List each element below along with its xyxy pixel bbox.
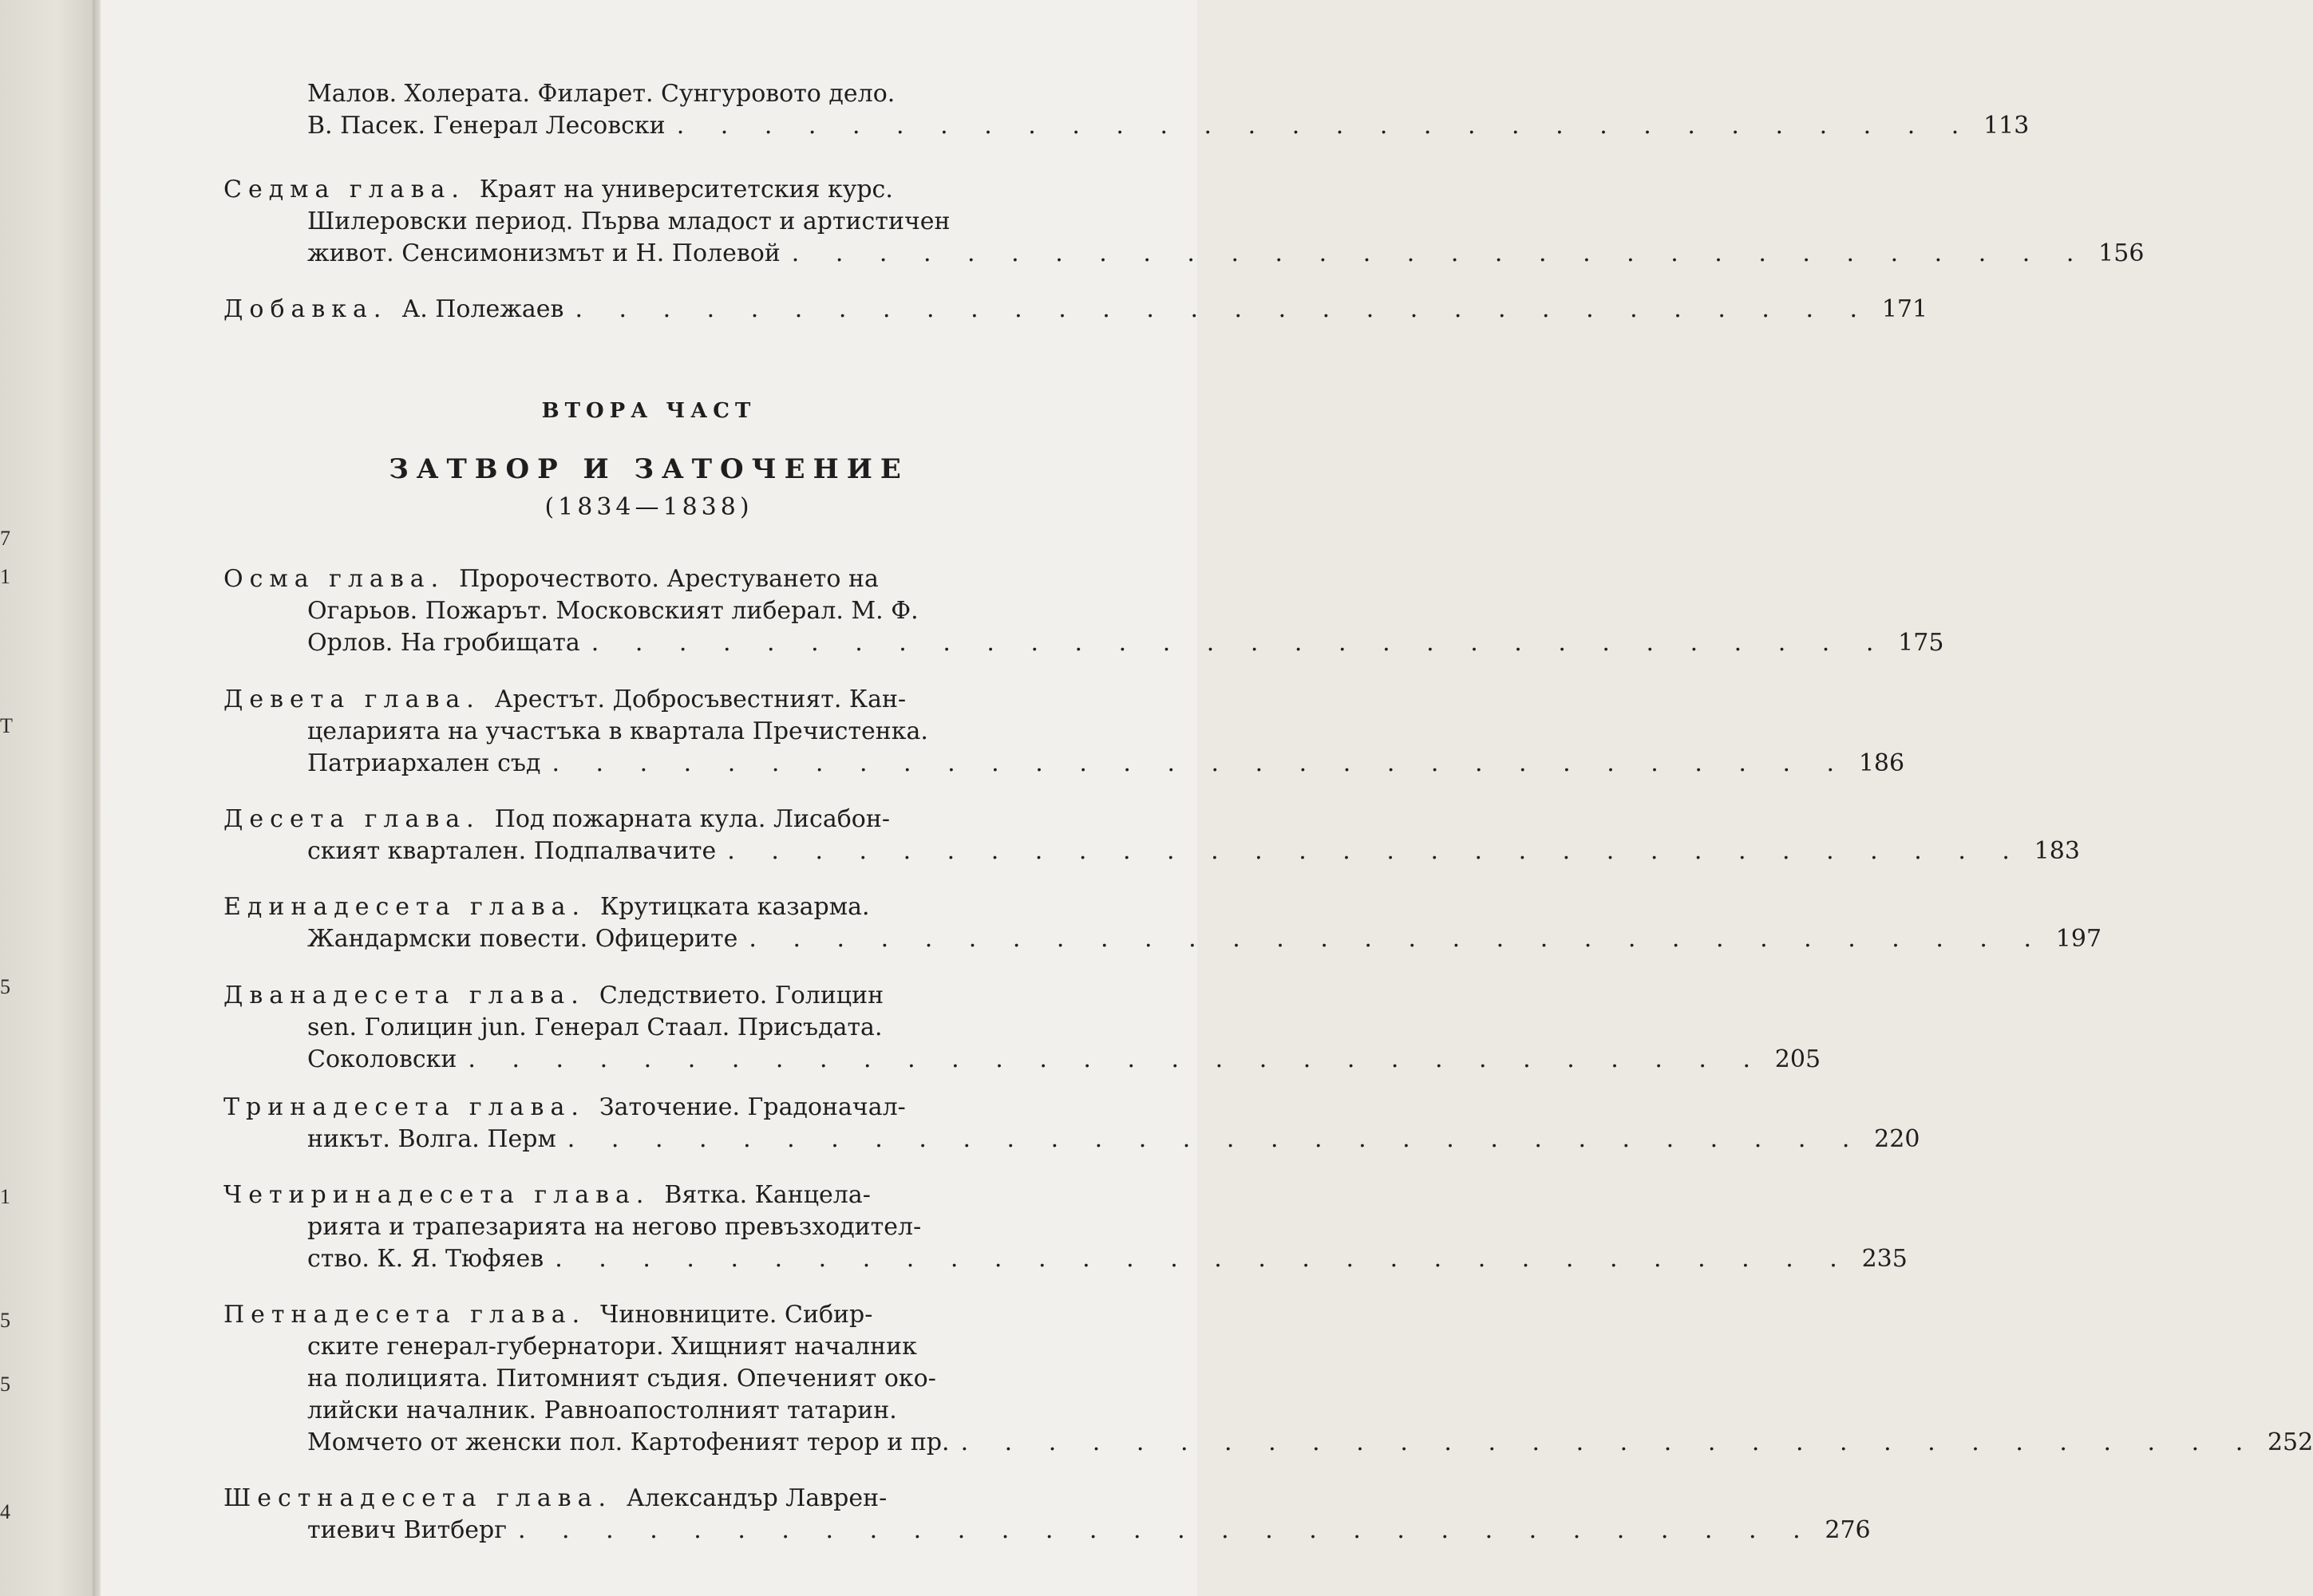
chapter-description: Орлов. На гробищата <box>307 629 580 657</box>
book-gutter <box>93 0 101 1596</box>
part-subtitle: ЗАТВОР И ЗАТОЧЕНИЕ <box>389 453 909 485</box>
toc-entry-last-line <box>223 923 2102 955</box>
chapter-heading: Седма глава. <box>223 176 465 203</box>
toc-entry-last-line <box>223 110 2030 142</box>
toc-entry-line <box>223 1299 1050 1331</box>
chapter-description: ските генерал-губернатори. Хищният началник <box>307 1333 917 1361</box>
leader-dots: . . . . . . . . . . . . . . . . . . . . . . . . . . . . . . <box>575 295 1872 323</box>
chapter-description: sen. Голицин jun. Генерал Стаал. Присъдата. <box>307 1013 883 1041</box>
leader-dots: . . . . . . . . . . . . . . . . . . . . . . . . . . . . . . <box>960 1428 2258 1456</box>
leader-dots: . . . . . . . . . . . . . . . . . . . . . . . . . . . . . . <box>727 837 2024 865</box>
toc-entry-line <box>223 1395 1050 1427</box>
toc-entry-last-line <box>223 294 1928 326</box>
chapter-description: В. Пасек. Генерал Лесовски <box>307 112 666 140</box>
chapter-heading: Шестнадесета глава. <box>223 1484 613 1512</box>
page-number: 197 <box>2055 925 2102 953</box>
toc-entry[interactable] <box>223 1092 1920 1156</box>
toc-entry[interactable] <box>223 1299 2313 1459</box>
margin-number: 4 <box>0 1500 10 1523</box>
page-number: 175 <box>1898 629 1944 657</box>
toc-entry-line <box>223 206 1050 238</box>
chapter-description: Малов. Холерата. Филарет. Сунгуровото дело. <box>307 80 896 108</box>
toc-entry-line <box>223 891 1050 923</box>
toc-entry-line <box>223 1483 1050 1515</box>
toc-entry-line <box>223 804 1050 836</box>
chapter-description: Александър Лаврен- <box>627 1484 888 1512</box>
chapter-description: Огарьов. Пожарът. Московският либерал. М. Ф. <box>307 597 919 625</box>
leader-dots: . . . . . . . . . . . . . . . . . . . . . . . . . . . . . . <box>749 925 2046 953</box>
page-number: 276 <box>1825 1516 1871 1544</box>
chapter-description: Арестът. Добросъвестният. Кан- <box>494 685 907 713</box>
toc-entry-last-line <box>223 627 1944 659</box>
toc-entry-line <box>223 1092 1050 1124</box>
chapter-description: Краят на университетския курс. <box>479 176 893 203</box>
margin-number: 7 <box>0 527 10 550</box>
chapter-description: Пророчеството. Арестуването на <box>459 565 879 593</box>
toc-entry-last-line <box>223 748 1905 780</box>
chapter-heading: Добавка. <box>223 295 388 323</box>
page-number: 235 <box>1861 1245 1908 1273</box>
toc-entry-line <box>223 595 1050 627</box>
toc-entry[interactable] <box>223 1483 1871 1547</box>
chapter-description: лийски началник. Равноапостолният татарин. <box>307 1396 897 1424</box>
toc-entry-last-line <box>223 1427 2313 1459</box>
chapter-description: ство. К. Я. Тюфяев <box>307 1245 544 1273</box>
facing-page-edge <box>0 0 96 1596</box>
toc-entry[interactable] <box>223 174 2145 270</box>
page-number: 156 <box>2098 239 2145 267</box>
toc-entry-line <box>223 980 1050 1012</box>
toc-entry-line <box>223 1211 1050 1243</box>
toc-entry-last-line <box>223 1243 1908 1275</box>
chapter-description: Патриархален съд <box>307 749 541 777</box>
chapter-description: Чиновниците. Сибир- <box>600 1301 873 1329</box>
toc-entry[interactable] <box>223 891 2102 955</box>
chapter-description: Жандармски повести. Офицерите <box>307 925 738 953</box>
page-number: 205 <box>1774 1045 1821 1073</box>
chapter-heading: Тринадесета глава. <box>223 1093 585 1121</box>
chapter-heading: Девета глава. <box>223 685 480 713</box>
toc-entry-line <box>223 716 1050 748</box>
page-number: 186 <box>1858 749 1905 777</box>
toc-entry[interactable] <box>223 78 2030 142</box>
chapter-description: Заточение. Градоначал- <box>599 1093 906 1121</box>
toc-entry-line <box>223 1179 1050 1211</box>
chapter-description: Следствието. Голицин <box>599 982 884 1009</box>
chapter-heading: Петнадесета глава. <box>223 1301 587 1329</box>
toc-entry-last-line <box>223 238 2145 270</box>
page-number: 183 <box>2034 837 2080 865</box>
toc-entry-line <box>223 1331 1050 1363</box>
leader-dots: . . . . . . . . . . . . . . . . . . . . . . . . . . . . . . <box>567 1125 1864 1153</box>
page-number: 171 <box>1881 295 1928 323</box>
toc-entry-line <box>223 174 1050 206</box>
chapter-heading: Единадесета глава. <box>223 893 587 921</box>
margin-number: 1 <box>0 1185 10 1208</box>
part-title: ВТОРА ЧАСТ <box>541 399 757 423</box>
chapter-heading: Осма глава. <box>223 565 445 593</box>
chapter-description: тиевич Витберг <box>307 1516 507 1544</box>
toc-entry-line <box>223 684 1050 716</box>
toc-entry[interactable] <box>223 294 1928 326</box>
leader-dots: . . . . . . . . . . . . . . . . . . . . . . . . . . . . . . <box>517 1516 1815 1544</box>
chapter-heading: Дванадесета глава. <box>223 982 585 1009</box>
chapter-description: Момчето от женски пол. Картофеният терор и пр. <box>307 1428 950 1456</box>
toc-entry[interactable] <box>223 1179 1908 1275</box>
toc-entry[interactable] <box>223 804 2080 867</box>
chapter-heading: Четиринадесета глава. <box>223 1181 650 1209</box>
leader-dots: . . . . . . . . . . . . . . . . . . . . . . . . . . . . . . <box>555 1245 1852 1273</box>
chapter-description: целарията на участъка в квартала Пречистенка. <box>307 717 928 745</box>
margin-number: 5 <box>0 975 10 998</box>
leader-dots: . . . . . . . . . . . . . . . . . . . . . . . . . . . . . . <box>591 629 1888 657</box>
page-number: 113 <box>1983 112 2030 140</box>
margin-number: 5 <box>0 1373 10 1396</box>
chapter-description: Соколовски <box>307 1045 457 1073</box>
toc-entry-line <box>223 1012 1050 1044</box>
margin-number: 5 <box>0 1309 10 1332</box>
chapter-description: на полицията. Питомният съдия. Опеченият око- <box>307 1365 936 1393</box>
chapter-description: А. Полежаев <box>401 295 564 323</box>
leader-dots: . . . . . . . . . . . . . . . . . . . . . . . . . . . . . . <box>552 749 1849 777</box>
chapter-description: Вятка. Канцела- <box>664 1181 871 1209</box>
leader-dots: . . . . . . . . . . . . . . . . . . . . . . . . . . . . . . <box>791 239 2089 267</box>
toc-entry-line <box>223 78 1050 110</box>
toc-entry-last-line <box>223 1515 1871 1547</box>
leader-dots: . . . . . . . . . . . . . . . . . . . . . . . . . . . . . . <box>676 112 1974 140</box>
toc-entry-line <box>223 563 1050 595</box>
part-years: (1834—1838) <box>544 493 753 521</box>
toc-entry-line <box>223 1363 1050 1395</box>
chapter-description: ският квартален. Подпалвачите <box>307 837 717 865</box>
margin-letter: Т <box>0 714 13 737</box>
chapter-description: Шилеровски период. Първа младост и артистичен <box>307 207 951 235</box>
page-number: 220 <box>1874 1125 1920 1153</box>
margin-number: 1 <box>0 565 10 588</box>
toc-entry[interactable] <box>223 563 1944 659</box>
chapter-heading: Десета глава. <box>223 805 480 833</box>
chapter-description: Крутицката казарма. <box>600 893 870 921</box>
chapter-description: рията и трапезарията на негово превъзходител- <box>307 1213 922 1241</box>
toc-entry-last-line <box>223 836 2080 867</box>
page-number: 252 <box>2267 1428 2313 1456</box>
chapter-description: живот. Сенсимонизмът и Н. Полевой <box>307 239 781 267</box>
toc-entry-last-line <box>223 1124 1920 1156</box>
toc-entry[interactable] <box>223 980 1821 1076</box>
toc-entry-last-line <box>223 1044 1821 1076</box>
chapter-description: никът. Волга. Перм <box>307 1125 556 1153</box>
toc-entry[interactable] <box>223 684 1905 780</box>
leader-dots: . . . . . . . . . . . . . . . . . . . . . . . . . . . . . . <box>468 1045 1765 1073</box>
chapter-description: Под пожарната кула. Лисабон- <box>494 805 890 833</box>
